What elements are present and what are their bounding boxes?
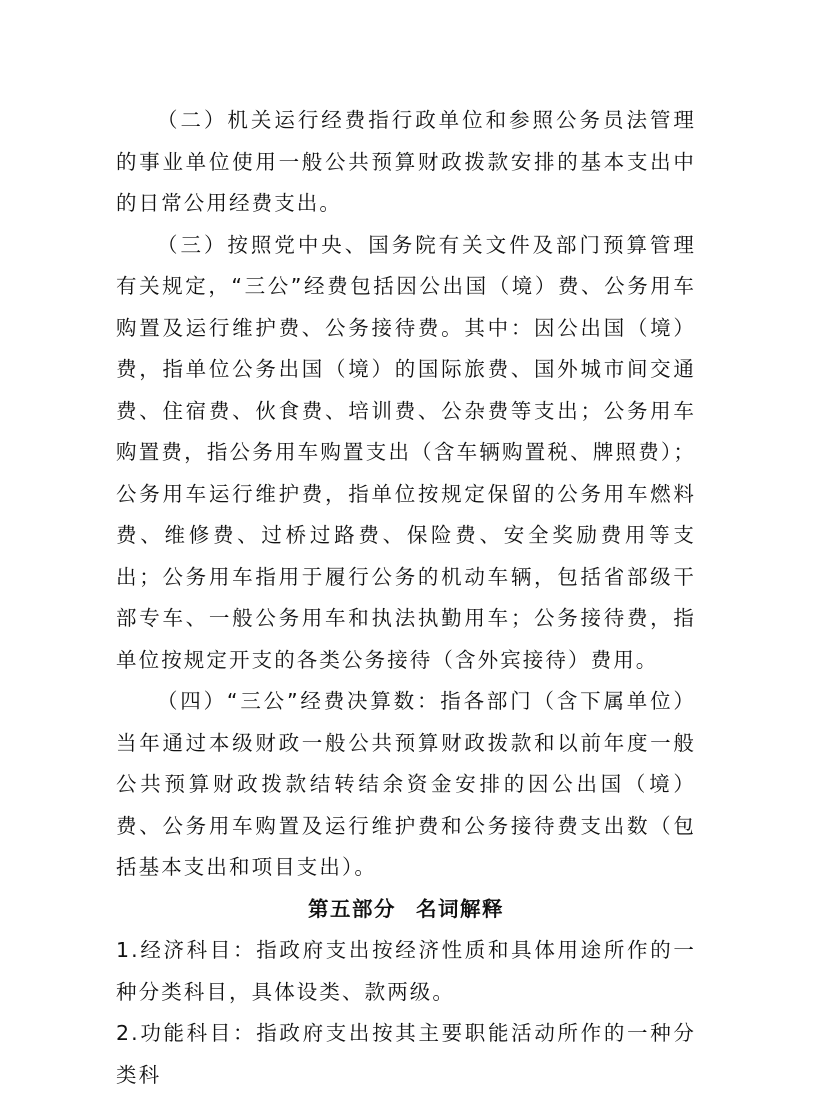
paragraph-operating-expenses: （二）机关运行经费指行政单位和参照公务员法管理的事业单位使用一般公共预算财政拨款安排的基本支出中的日常公用经费支出。 [116, 108, 696, 215]
document-body [116, 100, 696, 1096]
section-title: 名词解释 [416, 896, 504, 921]
section-part-label: 第五部分 [308, 896, 396, 921]
definition-economic-subject: 1.经济科目：指政府支出按经济性质和具体用途所作的一种分类科目，具体设类、款两级。 [116, 938, 696, 1004]
paragraph-three-public-expenses: （三）按照党中央、国务院有关文件及部门预算管理有关规定，“三公”经费包括因公出国（境）费、公务用车购置及运行维护费、公务接待费。其中：因公出国（境）费，指单位公务出国（境）的国际旅费、国外城市间交通费、住宿费、伙食费、培训费、公杂费等支出；公务用车购置费，指公务用车购置支出（含车辆购置税、牌照费）；公务用车运行维护费，指单位按规定保留的公务用车燃料费、维修费、过桥过路费、保险费、安全奖励费用等支出；公务用车指用于履行公务的机动车辆，包括省部级干部专车、一般公务用车和执法执勤用车；公务接待费，指单位按规定开支的各类公务接待（含外宾接待）费用。 [116, 232, 696, 672]
paragraph-final-accounts: （四）“三公”经费决算数：指各部门（含下属单位）当年通过本级财政一般公共预算财政拨款和以前年度一般公共预算财政拨款结转结余资金安排的因公出国（境）费、公务用车购置及运行维护费和公务接待费支出数（包括基本支出和项目支出）。 [116, 689, 696, 879]
section-heading [116, 889, 696, 931]
definition-functional-subject: 2.功能科目：指政府支出按其主要职能活动所作的一种分类科 [116, 1021, 696, 1087]
